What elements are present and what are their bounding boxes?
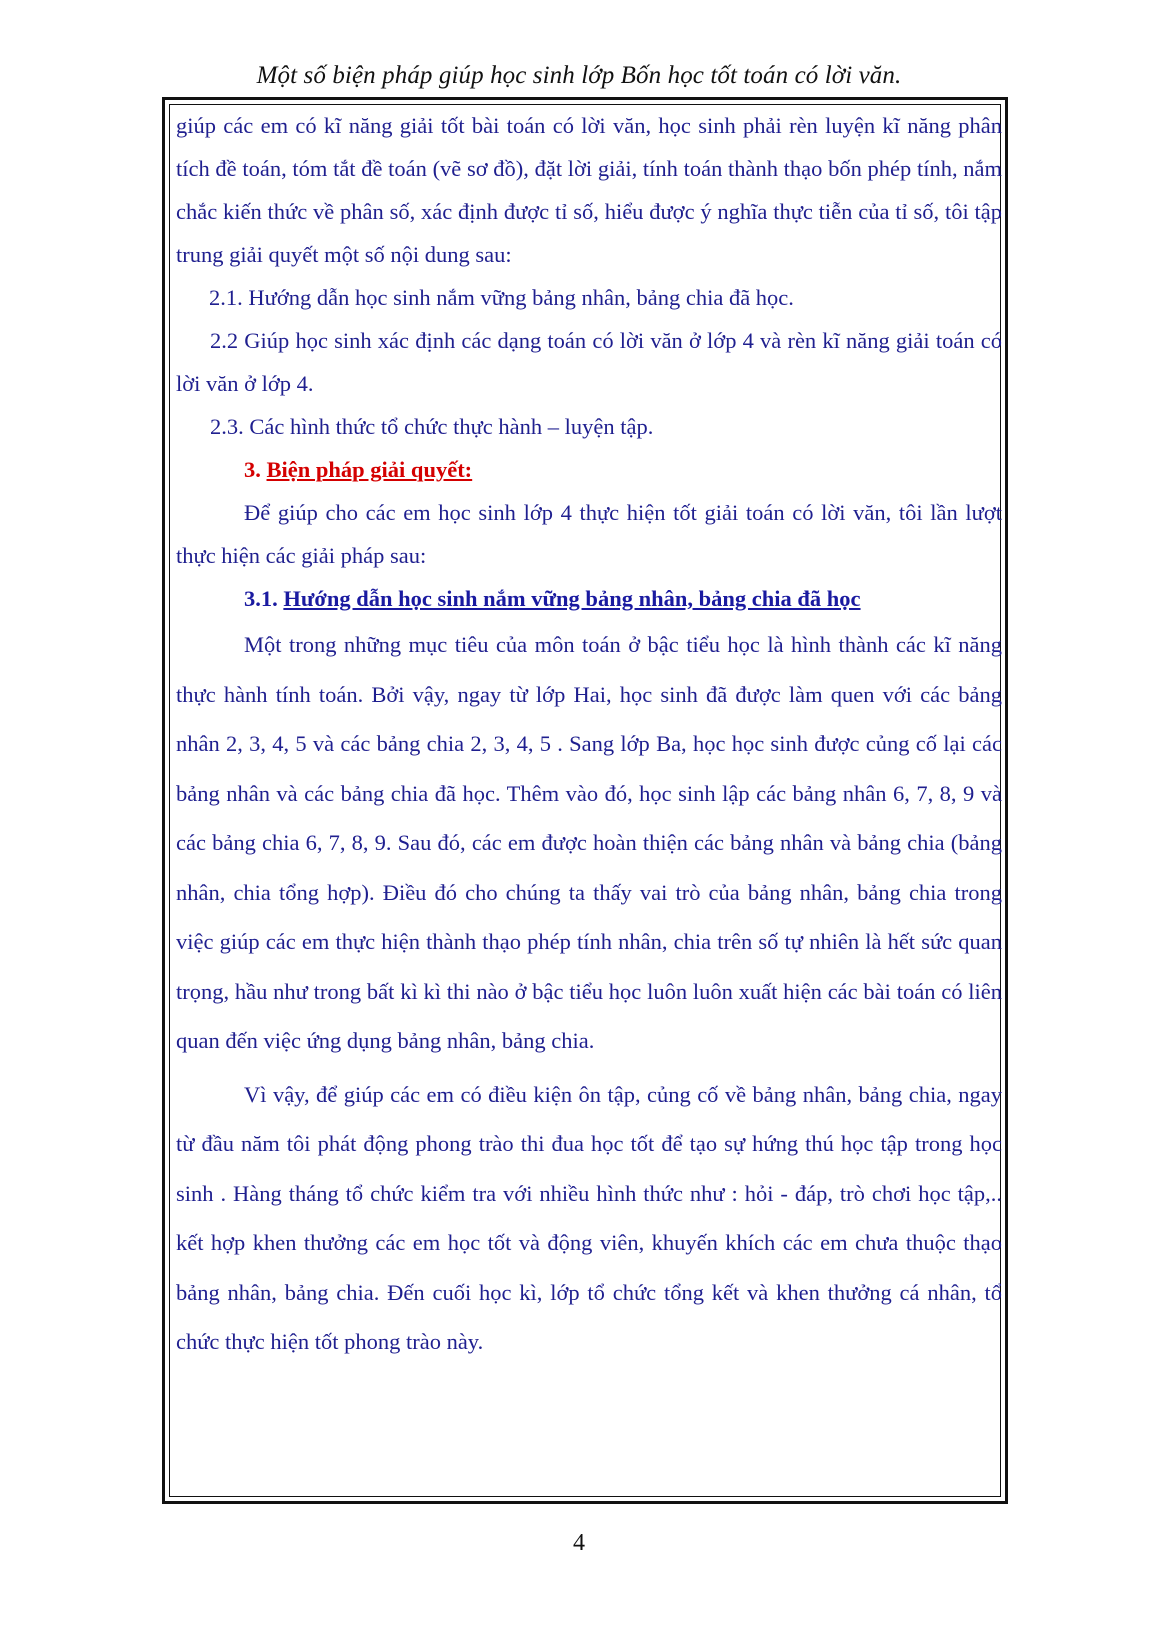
section-3-1-number: 3.1. bbox=[244, 586, 284, 611]
section-3-paragraph: Để giúp cho các em học sinh lớp 4 thực hiện tốt giải toán có lời văn, tôi lần lượt thực hiện các giải pháp sau: bbox=[176, 500, 1002, 568]
section-3-title: Biện pháp giải quyết: bbox=[266, 457, 473, 482]
section-3-1-title: Hướng dẫn học sinh nắm vững bảng nhân, bảng chia đã học bbox=[283, 586, 861, 611]
section-3-heading bbox=[176, 448, 1002, 491]
section-3-1-heading bbox=[176, 577, 1002, 620]
running-header: Một số biện pháp giúp học sinh lớp Bốn học tốt toán có lời văn. bbox=[256, 62, 902, 89]
list-item-2-1: 2.1. Hướng dẫn học sinh nắm vững bảng nhân, bảng chia đã học. bbox=[209, 285, 794, 310]
page-number: 4 bbox=[573, 1530, 585, 1556]
list-item-2-3: 2.3. Các hình thức tổ chức thực hành – luyện tập. bbox=[210, 414, 654, 439]
intro-paragraph: giúp các em có kĩ năng giải tốt bài toán có lời văn, học sinh phải rèn luyện kĩ năng phân tích đề toán, tóm tắt đề toán (vẽ sơ đồ), đặt lời giải, tính toán thành thạo bốn phép tính, nắm chắc kiến thức về phân số, xác định được tỉ số, hiểu được ý nghĩa thực tiễn của tỉ số, tôi tập trung giải quyết một số nội dung sau: bbox=[176, 113, 1002, 267]
section-3-number: 3. bbox=[244, 457, 267, 482]
section-3-1-paragraph-a: Một trong những mục tiêu của môn toán ở bậc tiểu học là hình thành các kĩ năng thực hành tính toán. Bởi vậy, ngay từ lớp Hai, học sinh đã được làm quen với các bảng nhân 2, 3, 4, 5 và các bảng chia 2, 3, 4, 5 . Sang lớp Ba, học học sinh được củng cố lại các bảng nhân và các bảng chia đã học. Thêm vào đó, học sinh lập các bảng nhân 6, 7, 8, 9 và các bảng chia 6, 7, 8, 9. Sau đó, các em được hoàn thiện các bảng nhân và bảng chia (bảng nhân, chia tổng hợp). Điều đó cho chúng ta thấy vai trò của bảng nhân, bảng chia trong việc giúp các em thực hiện thành thạo phép tính nhân, chia trên số tự nhiên là hết sức quan trọng, hầu như trong bất kì kì thi nào ở bậc tiểu học luôn luôn xuất hiện các bài toán có liên quan đến việc ứng dụng bảng nhân, bảng chia. bbox=[176, 632, 1002, 1053]
list-item-2-2: 2.2 Giúp học sinh xác định các dạng toán có lời văn ở lớp 4 và rèn kĩ năng giải toán có lời văn ở lớp 4. bbox=[176, 328, 1002, 396]
document-body bbox=[176, 104, 1002, 1367]
section-3-1-paragraph-b: Vì vậy, để giúp các em có điều kiện ôn tập, củng cố về bảng nhân, bảng chia, ngay từ đầu năm tôi phát động phong trào thi đua học tốt để tạo sự hứng thú học tập trong học sinh . Hàng tháng tổ chức kiểm tra với nhiều hình thức như : hỏi - đáp, trò chơi học tập,.. kết hợp khen thưởng các em học tốt và động viên, khuyến khích các em chưa thuộc thạo bảng nhân, bảng chia. Đến cuối học kì, lớp tổ chức tổng kết và khen thưởng cá nhân, tổ chức thực hiện tốt phong trào này. bbox=[176, 1081, 1002, 1354]
